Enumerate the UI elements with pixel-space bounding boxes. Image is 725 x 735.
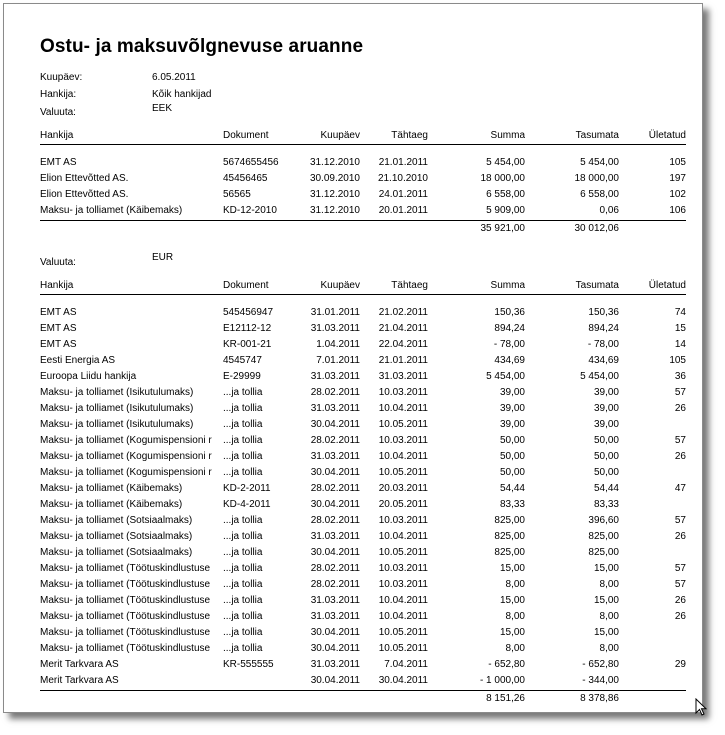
table-cell: ...ja tollia: [223, 451, 263, 462]
table-cell: KD-12-2010: [223, 205, 277, 216]
table-cell: E12112-12: [223, 323, 272, 334]
table-cell: Maksu- ja tolliamet (Kogumispensioni r: [40, 467, 212, 478]
table-cell: 28.02.2011: [310, 435, 360, 446]
table-cell: 28.02.2011: [310, 515, 360, 526]
currency-value: EEK: [152, 103, 173, 114]
table-cell: 57: [674, 387, 686, 398]
table-cell: - 1 000,00: [479, 675, 525, 686]
table-cell: 10.05.2011: [378, 467, 428, 478]
date-value: 6.05.2011: [152, 72, 196, 83]
table-cell: 150,36: [588, 307, 619, 318]
column-header: Tähtaeg: [391, 130, 428, 141]
table-cell: ...ja tollia: [223, 563, 263, 574]
table-cell: 31.03.2011: [310, 451, 360, 462]
table-cell: 31.03.2011: [310, 659, 360, 670]
table-cell: 30.04.2011: [310, 627, 360, 638]
table-cell: 30.09.2010: [309, 173, 360, 184]
column-header: Tasumata: [575, 280, 619, 291]
table-cell: Maksu- ja tolliamet (Kogumispensioni r: [40, 435, 212, 446]
table-cell: 8,00: [505, 643, 525, 654]
table-cell: ...ja tollia: [223, 547, 263, 558]
table-cell: ...ja tollia: [223, 627, 263, 638]
table-cell: 106: [669, 205, 686, 216]
table-cell: 7.04.2011: [384, 659, 428, 670]
table-cell: 50,00: [499, 435, 525, 446]
table-cell: 0,06: [599, 205, 619, 216]
header-divider: [40, 294, 686, 295]
table-cell: 6 558,00: [580, 189, 619, 200]
table-cell: 10.03.2011: [378, 515, 428, 526]
table-cell: 150,36: [494, 307, 525, 318]
total-tasumata: 30 012,06: [574, 223, 619, 234]
table-cell: 10.04.2011: [378, 403, 428, 414]
table-cell: 50,00: [499, 467, 525, 478]
table-cell: Elion Ettevõtted AS.: [40, 173, 129, 184]
table-cell: 15: [674, 323, 686, 334]
table-cell: - 344,00: [582, 675, 619, 686]
table-cell: Merit Tarkvara AS: [40, 659, 119, 670]
table-cell: 31.03.2011: [378, 371, 428, 382]
table-cell: Maksu- ja tolliamet (Isikutulumaks): [40, 403, 194, 414]
table-cell: 5 454,00: [486, 157, 525, 168]
table-cell: KR-001-21: [223, 339, 272, 350]
table-cell: Maksu- ja tolliamet (Töötuskindlustuse: [40, 595, 211, 606]
table-cell: ...ja tollia: [223, 467, 263, 478]
table-cell: ...ja tollia: [223, 419, 263, 430]
table-cell: 15,00: [593, 627, 619, 638]
table-cell: KD-4-2011: [223, 499, 271, 510]
table-cell: 14: [674, 339, 686, 350]
table-cell: Maksu- ja tolliamet (Isikutulumaks): [40, 387, 194, 398]
table-cell: 50,00: [593, 467, 619, 478]
table-cell: 26: [674, 403, 686, 414]
table-cell: 5 454,00: [580, 371, 619, 382]
table-cell: 30.04.2011: [310, 643, 360, 654]
table-cell: 10.05.2011: [378, 419, 428, 430]
table-cell: 10.04.2011: [378, 531, 428, 542]
table-cell: 21.04.2011: [378, 323, 428, 334]
table-cell: 21.02.2011: [378, 307, 428, 318]
table-cell: 39,00: [499, 403, 525, 414]
eur-currency-value: EUR: [152, 252, 174, 263]
table-cell: 10.03.2011: [378, 435, 428, 446]
table-cell: Merit Tarkvara AS: [40, 675, 119, 686]
column-header: Kuupäev: [320, 130, 360, 141]
table-cell: Eesti Energia AS: [40, 355, 116, 366]
table-cell: 5 454,00: [580, 157, 619, 168]
table-cell: 31.03.2011: [310, 371, 360, 382]
table-cell: 83,33: [499, 499, 525, 510]
total-summa: 8 151,26: [486, 693, 525, 704]
table-cell: 894,24: [494, 323, 525, 334]
table-cell: 31.03.2011: [310, 531, 360, 542]
table-cell: Maksu- ja tolliamet (Sotsiaalmaks): [40, 515, 193, 526]
table-cell: Maksu- ja tolliamet (Töötuskindlustuse: [40, 563, 211, 574]
table-cell: KR-555555: [223, 659, 274, 670]
table-cell: ...ja tollia: [223, 531, 263, 542]
column-header: Summa: [490, 130, 525, 141]
table-cell: 8,00: [505, 611, 525, 622]
table-cell: 50,00: [593, 435, 619, 446]
table-cell: 15,00: [499, 563, 525, 574]
report-page: [3, 3, 703, 713]
table-cell: ...ja tollia: [223, 387, 263, 398]
table-cell: 105: [669, 355, 686, 366]
table-cell: 15,00: [593, 563, 619, 574]
table-cell: Maksu- ja tolliamet (Töötuskindlustuse: [40, 611, 211, 622]
column-header: Ületatud: [648, 280, 686, 291]
table-cell: 39,00: [499, 387, 525, 398]
table-cell: 28.02.2011: [310, 579, 360, 590]
table-cell: 5674655456: [223, 157, 279, 168]
table-cell: 30.04.2011: [378, 675, 428, 686]
table-cell: 10.03.2011: [378, 579, 428, 590]
table-cell: 26: [674, 531, 686, 542]
table-cell: 825,00: [494, 547, 525, 558]
column-header: Tasumata: [575, 130, 619, 141]
table-cell: 28.02.2011: [310, 483, 360, 494]
table-cell: 31.03.2011: [310, 403, 360, 414]
table-cell: Maksu- ja tolliamet (Sotsiaalmaks): [40, 547, 193, 558]
total-tasumata: 8 378,86: [580, 693, 619, 704]
table-cell: 31.01.2011: [310, 307, 360, 318]
column-header: Tähtaeg: [391, 280, 428, 291]
table-cell: 26: [674, 451, 686, 462]
table-cell: 74: [674, 307, 686, 318]
table-cell: 396,60: [588, 515, 619, 526]
header-divider: [40, 144, 686, 145]
table-cell: 50,00: [499, 451, 525, 462]
table-cell: 24.01.2011: [378, 189, 428, 200]
table-cell: 894,24: [588, 323, 619, 334]
table-cell: 8,00: [505, 579, 525, 590]
date-label: Kuupäev:: [40, 72, 83, 83]
table-cell: Maksu- ja tolliamet (Sotsiaalmaks): [40, 531, 193, 542]
table-cell: 30.04.2011: [310, 675, 360, 686]
table-cell: Elion Ettevõtted AS.: [40, 189, 129, 200]
table-cell: 31.03.2011: [310, 595, 360, 606]
table-cell: 26: [674, 595, 686, 606]
table-cell: 15,00: [499, 595, 525, 606]
table-cell: 21.01.2011: [378, 157, 428, 168]
table-cell: 39,00: [593, 403, 619, 414]
column-header: Hankija: [40, 280, 74, 291]
table-cell: 50,00: [593, 451, 619, 462]
table-cell: 39,00: [499, 419, 525, 430]
table-cell: ...ja tollia: [223, 643, 263, 654]
table-cell: 15,00: [499, 627, 525, 638]
table-cell: 26: [674, 611, 686, 622]
table-cell: ...ja tollia: [223, 611, 263, 622]
table-cell: 5 454,00: [486, 371, 525, 382]
table-cell: 4545747: [223, 355, 262, 366]
table-cell: 31.12.2010: [309, 189, 360, 200]
table-cell: 825,00: [588, 531, 619, 542]
column-header: Dokument: [223, 280, 269, 291]
table-cell: 825,00: [588, 547, 619, 558]
table-cell: - 652,80: [488, 659, 525, 670]
table-cell: Maksu- ja tolliamet (Käibemaks): [40, 205, 183, 216]
table-cell: 21.10.2010: [377, 173, 428, 184]
table-cell: 197: [669, 173, 686, 184]
column-header: Summa: [490, 280, 525, 291]
table-cell: 8,00: [599, 611, 619, 622]
table-cell: 21.01.2011: [378, 355, 428, 366]
table-cell: E-29999: [223, 371, 261, 382]
table-cell: 15,00: [593, 595, 619, 606]
table-cell: 10.05.2011: [378, 547, 428, 558]
table-cell: Maksu- ja tolliamet (Käibemaks): [40, 483, 183, 494]
eur-currency-label: Valuuta:: [40, 257, 76, 268]
table-cell: 57: [674, 435, 686, 446]
table-cell: 29: [674, 659, 686, 670]
total-summa: 35 921,00: [480, 223, 525, 234]
table-cell: 825,00: [494, 531, 525, 542]
column-header: Ületatud: [648, 130, 686, 141]
table-cell: 20.05.2011: [378, 499, 428, 510]
table-cell: Maksu- ja tolliamet (Töötuskindlustuse: [40, 643, 211, 654]
table-cell: 56565: [223, 189, 251, 200]
table-cell: 57: [674, 579, 686, 590]
table-cell: 10.05.2011: [378, 643, 428, 654]
table-cell: 39,00: [593, 419, 619, 430]
table-cell: 31.12.2010: [309, 157, 360, 168]
table-cell: EMT AS: [40, 307, 77, 318]
table-cell: ...ja tollia: [223, 579, 263, 590]
table-cell: 47: [674, 483, 686, 494]
table-cell: 10.04.2011: [378, 595, 428, 606]
table-cell: EMT AS: [40, 339, 77, 350]
table-cell: 28.02.2011: [310, 387, 360, 398]
table-cell: 28.02.2011: [310, 563, 360, 574]
table-cell: 57: [674, 515, 686, 526]
table-cell: 45456465: [223, 173, 268, 184]
table-cell: EMT AS: [40, 157, 77, 168]
column-header: Dokument: [223, 130, 269, 141]
table-cell: 31.03.2011: [310, 611, 360, 622]
table-cell: 20.01.2011: [378, 205, 428, 216]
table-cell: - 652,80: [582, 659, 619, 670]
table-cell: 30.04.2011: [310, 499, 360, 510]
table-cell: ...ja tollia: [223, 435, 263, 446]
table-cell: Maksu- ja tolliamet (Kogumispensioni r: [40, 451, 212, 462]
table-cell: - 78,00: [587, 339, 619, 350]
table-cell: KD-2-2011: [223, 483, 271, 494]
table-cell: 18 000,00: [574, 173, 619, 184]
table-cell: Maksu- ja tolliamet (Töötuskindlustuse: [40, 627, 211, 638]
table-cell: 105: [669, 157, 686, 168]
table-cell: Maksu- ja tolliamet (Töötuskindlustuse: [40, 579, 211, 590]
table-cell: 20.03.2011: [378, 483, 428, 494]
column-header: Hankija: [40, 130, 74, 141]
table-cell: ...ja tollia: [223, 515, 263, 526]
table-cell: EMT AS: [40, 323, 77, 334]
table-cell: 10.03.2011: [378, 387, 428, 398]
table-cell: Maksu- ja tolliamet (Käibemaks): [40, 499, 183, 510]
table-cell: 434,69: [494, 355, 525, 366]
table-cell: 6 558,00: [486, 189, 525, 200]
table-cell: Euroopa Liidu hankija: [40, 371, 137, 382]
table-cell: 22.04.2011: [378, 339, 428, 350]
table-cell: 8,00: [599, 643, 619, 654]
table-cell: Maksu- ja tolliamet (Isikutulumaks): [40, 419, 194, 430]
table-cell: 39,00: [593, 387, 619, 398]
table-cell: - 78,00: [493, 339, 525, 350]
table-cell: 31.03.2011: [310, 323, 360, 334]
table-cell: 30.04.2011: [310, 419, 360, 430]
table-cell: 31.12.2010: [309, 205, 360, 216]
table-cell: 434,69: [588, 355, 619, 366]
table-cell: 10.04.2011: [378, 451, 428, 462]
table-cell: 10.03.2011: [378, 563, 428, 574]
table-cell: 30.04.2011: [310, 467, 360, 478]
table-cell: ...ja tollia: [223, 403, 263, 414]
mouse-cursor-icon: [695, 698, 709, 718]
table-cell: 54,44: [499, 483, 525, 494]
table-cell: 54,44: [593, 483, 619, 494]
table-cell: 545456947: [223, 307, 274, 318]
supplier-value: Kõik hankijad: [152, 89, 212, 100]
table-cell: 102: [669, 189, 686, 200]
table-cell: 57: [674, 563, 686, 574]
table-cell: 1.04.2011: [316, 339, 360, 350]
table-cell: 36: [674, 371, 686, 382]
table-cell: 5 909,00: [486, 205, 525, 216]
table-cell: 825,00: [494, 515, 525, 526]
table-cell: 7.01.2011: [316, 355, 360, 366]
table-cell: ...ja tollia: [223, 595, 263, 606]
currency-label: Valuuta:: [40, 107, 76, 118]
table-cell: 10.05.2011: [378, 627, 428, 638]
table-cell: 30.04.2011: [310, 547, 360, 558]
table-cell: 8,00: [599, 579, 619, 590]
table-cell: 83,33: [593, 499, 619, 510]
column-header: Kuupäev: [320, 280, 360, 291]
supplier-label: Hankija:: [40, 89, 77, 100]
table-cell: 10.04.2011: [378, 611, 428, 622]
table-cell: 18 000,00: [480, 173, 525, 184]
report-title: Ostu- ja maksuvõlgnevuse aruanne: [40, 36, 364, 57]
